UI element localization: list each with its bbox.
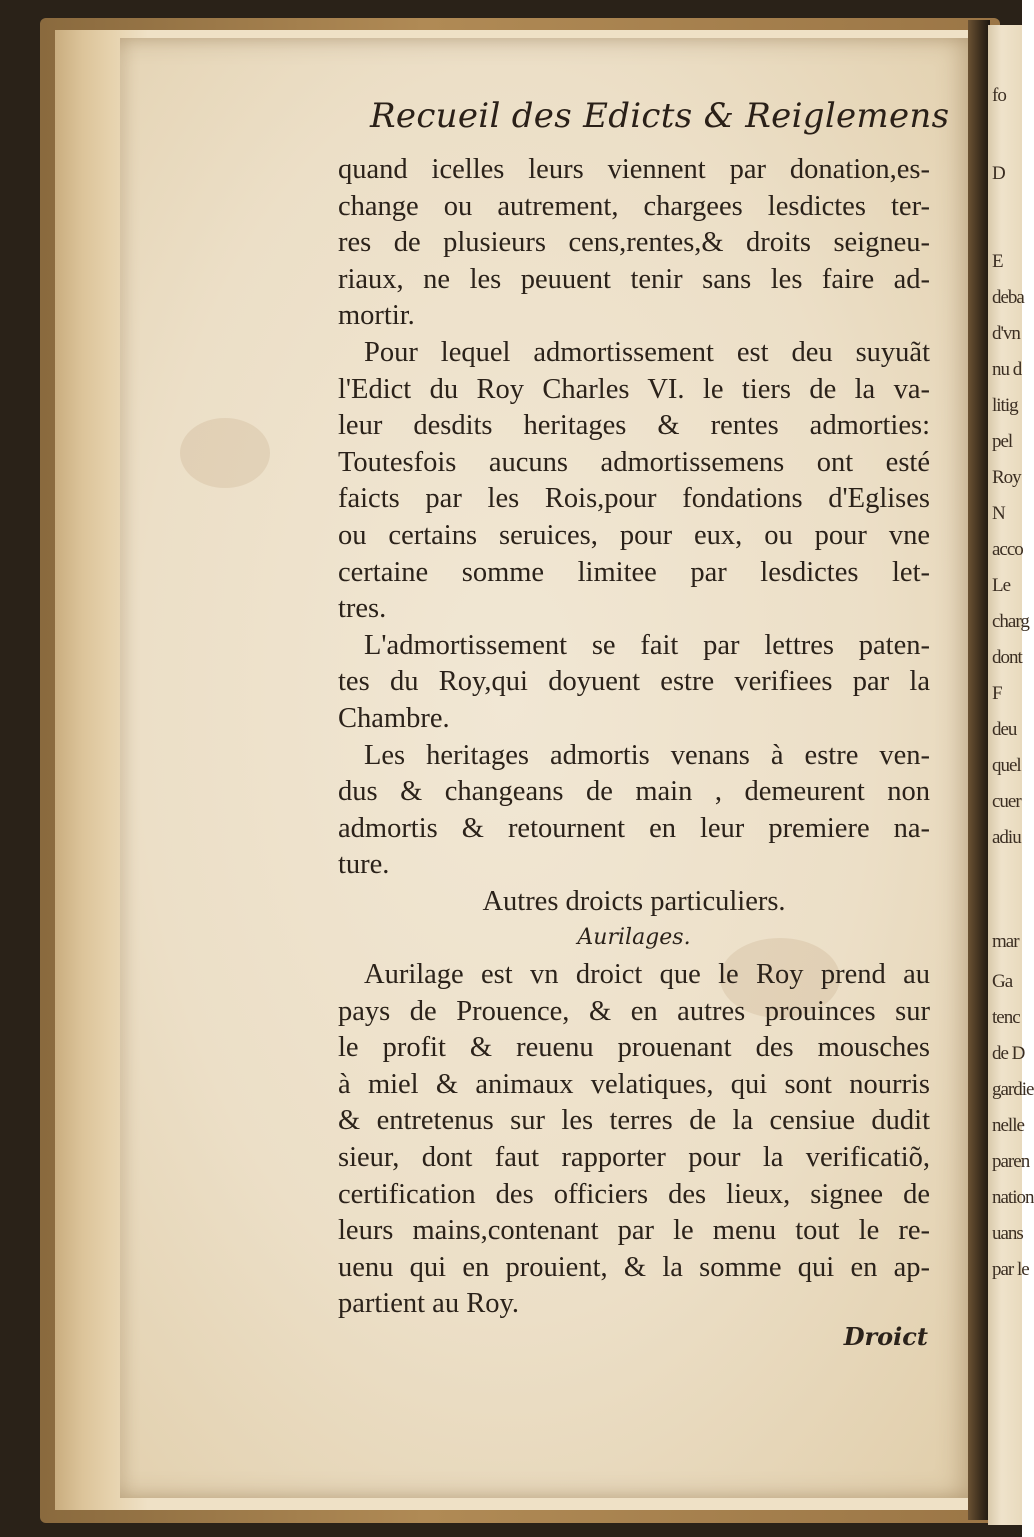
- facing-page-fragment: litig: [992, 395, 1018, 416]
- facing-page-fragment: de D: [992, 1043, 1025, 1064]
- facing-page-fragment: par le: [992, 1259, 1029, 1280]
- facing-page-fragment: deba: [992, 287, 1024, 308]
- text-line: à miel & animaux velatiques, qui sont nourris: [338, 1068, 930, 1100]
- text-line: faicts par les Rois,pour fondations d'Eglises: [338, 483, 930, 515]
- text-line: sieur, dont faut rapporter pour la verificatiõ,: [338, 1142, 930, 1174]
- facing-page-margin: [988, 25, 1034, 1525]
- text-line: leurs mains,contenant par le menu tout le re-: [338, 1215, 930, 1247]
- text-line: pays de Prouence, & en autres prouinces sur: [338, 995, 930, 1027]
- text-line: l'Edict du Roy Charles VI. le tiers de la va-: [338, 373, 930, 405]
- facing-page-fragment: mar: [992, 931, 1019, 952]
- text-line: & entretenus sur les terres de la censiue dudit: [338, 1105, 930, 1137]
- facing-page-fragment: quel: [992, 755, 1021, 776]
- facing-page-fragment: adiu: [992, 827, 1021, 848]
- text-line: certaine somme limitee par lesdictes let-: [338, 556, 930, 588]
- facing-page-fragment: paren: [992, 1151, 1030, 1172]
- facing-page-fragment: N: [992, 503, 1005, 524]
- facing-page-fragment: pel: [992, 431, 1013, 452]
- facing-page-fragment: nation: [992, 1187, 1034, 1208]
- facing-page-fragment: deu: [992, 719, 1017, 740]
- facing-page-fragment: tenc: [992, 1007, 1020, 1028]
- facing-page-fragment: d'vn: [992, 323, 1020, 344]
- text-line: tres.: [338, 593, 387, 625]
- facing-page-fragment: charg: [992, 611, 1029, 632]
- text-line: ou certains seruices, pour eux, ou pour vne: [338, 519, 930, 551]
- text-line: Toutesfois aucuns admortissemens ont esté: [338, 446, 930, 478]
- running-head: Recueil des Edicts & Reiglemens: [370, 96, 950, 136]
- text-line: uenu qui en prouient, & la somme qui en ap-: [338, 1251, 930, 1283]
- text-line: Chambre.: [338, 702, 450, 734]
- facing-page-fragment: Ga: [992, 971, 1013, 992]
- facing-page-fragment: gardie: [992, 1079, 1034, 1100]
- text-line: leur desdits heritages & rentes admorties:: [338, 410, 930, 442]
- facing-page-fragment: fo: [992, 85, 1006, 106]
- facing-page-fragment: nu d: [992, 359, 1022, 380]
- facing-page-fragment: uans: [992, 1223, 1023, 1244]
- facing-page-fragment: E: [992, 251, 1003, 272]
- facing-page-fragment: Roy: [992, 467, 1021, 488]
- text-line: res de plusieurs cens,rentes,& droits seigneu-: [338, 227, 930, 259]
- catchword: Droict: [843, 1322, 928, 1351]
- text-line: ture.: [338, 849, 390, 881]
- page-body: [338, 152, 930, 1323]
- text-line: Les heritages admortis venans à estre ven-: [364, 739, 930, 771]
- facing-page-fragment: nelle: [992, 1115, 1024, 1136]
- text-line: admortis & retournent en leur premiere na-: [338, 812, 930, 844]
- facing-page-fragment: dont: [992, 647, 1022, 668]
- text-line: tes du Roy,qui doyuent estre verifiees par la: [338, 666, 930, 698]
- text-line: Aurilage est vn droict que le Roy prend au: [364, 959, 930, 991]
- text-line: L'admortissement se fait par lettres paten-: [364, 629, 930, 661]
- facing-page-fragment: F: [992, 683, 1002, 704]
- text-line: quand icelles leurs viennent par donation,es-: [338, 154, 930, 185]
- text-line: riaux, ne les peuuent tenir sans les faire ad-: [338, 263, 930, 295]
- text-line: mortir.: [338, 300, 415, 332]
- facing-page-fragment: Le: [992, 575, 1011, 596]
- text-line: partient au Roy.: [338, 1288, 519, 1320]
- text-line: le profit & reuenu prouenant des mousches: [338, 1032, 930, 1064]
- paper-stain: [180, 418, 270, 488]
- text-line: Pour lequel admortissement est deu suyuãt: [364, 336, 930, 368]
- text-line: change ou autrement, chargees lesdictes ter-: [338, 190, 930, 222]
- book-gutter: [968, 20, 990, 1520]
- section-heading: Autres droicts particuliers.: [482, 885, 786, 917]
- facing-page-fragment: cuer: [992, 791, 1021, 812]
- text-line: dus & changeans de main , demeurent non: [338, 776, 930, 808]
- facing-page-fragment: D: [992, 163, 1005, 184]
- subsection-heading: Aurilages.: [577, 925, 691, 951]
- text-line: certification des officiers des lieux, signee de: [338, 1178, 930, 1210]
- facing-page-fragment: acco: [992, 539, 1023, 560]
